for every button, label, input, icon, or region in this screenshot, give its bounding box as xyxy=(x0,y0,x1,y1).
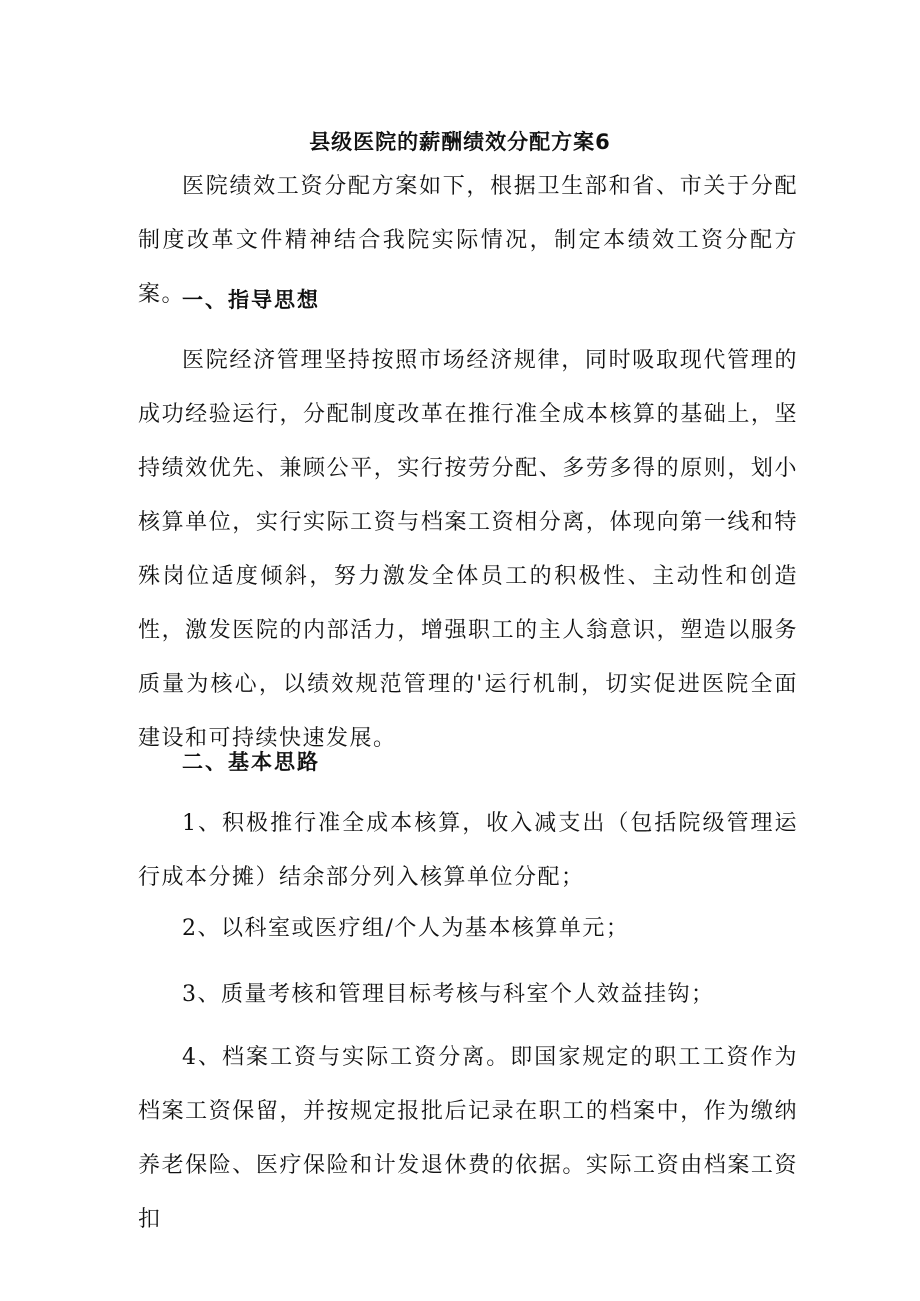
intro-paragraph: 医院绩效工资分配方案如下，根据卫生部和省、市关于分配制度改革文件精神结合我院实际情况，制定本绩效工资分配方案。 xyxy=(138,174,798,307)
guiding-principles-paragraph: 医院经济管理坚持按照市场经济规律，同时吸取现代管理的成功经验运行，分配制度改革在推行准全成本核算的基础上，坚持绩效优先、兼顾公平，实行按劳分配、多劳多得的原则，划小核算单位，实行实际工资与档案工资相分离，体现向第一线和特殊岗位适度倾斜，努力激发全体员工的积极性、主动性和创造性，激发医院的内部活力，增强职工的主人翁意识，塑造以服务质量为核心，以绩效规范管理的'运行机制，切实促进医院全面建设和可持续快速发展。 xyxy=(138,348,798,751)
basic-approach-item-4: 4、档案工资与实际工资分离。即国家规定的职工工资作为档案工资保留，并按规定报批后记录在职工的档案中，作为缴纳养老保险、医疗保险和计发退休费的依据。实际工资由档案工资扣 xyxy=(138,1045,798,1232)
section-heading-guiding-principles: 一、指导思想 xyxy=(182,288,320,312)
basic-approach-item-1: 1、积极推行准全成本核算，收入减支出（包括院级管理运行成本分摊）结余部分列入核算单位分配； xyxy=(138,811,798,890)
section-heading-basic-approach: 二、基本思路 xyxy=(182,750,320,774)
document-title: 县级医院的薪酬绩效分配方案6 xyxy=(309,130,611,154)
basic-approach-item-3: 3、质量考核和管理目标考核与科室个人效益挂钩； xyxy=(182,982,715,1007)
basic-approach-item-2: 2、以科室或医疗组/个人为基本核算单元； xyxy=(182,916,630,941)
